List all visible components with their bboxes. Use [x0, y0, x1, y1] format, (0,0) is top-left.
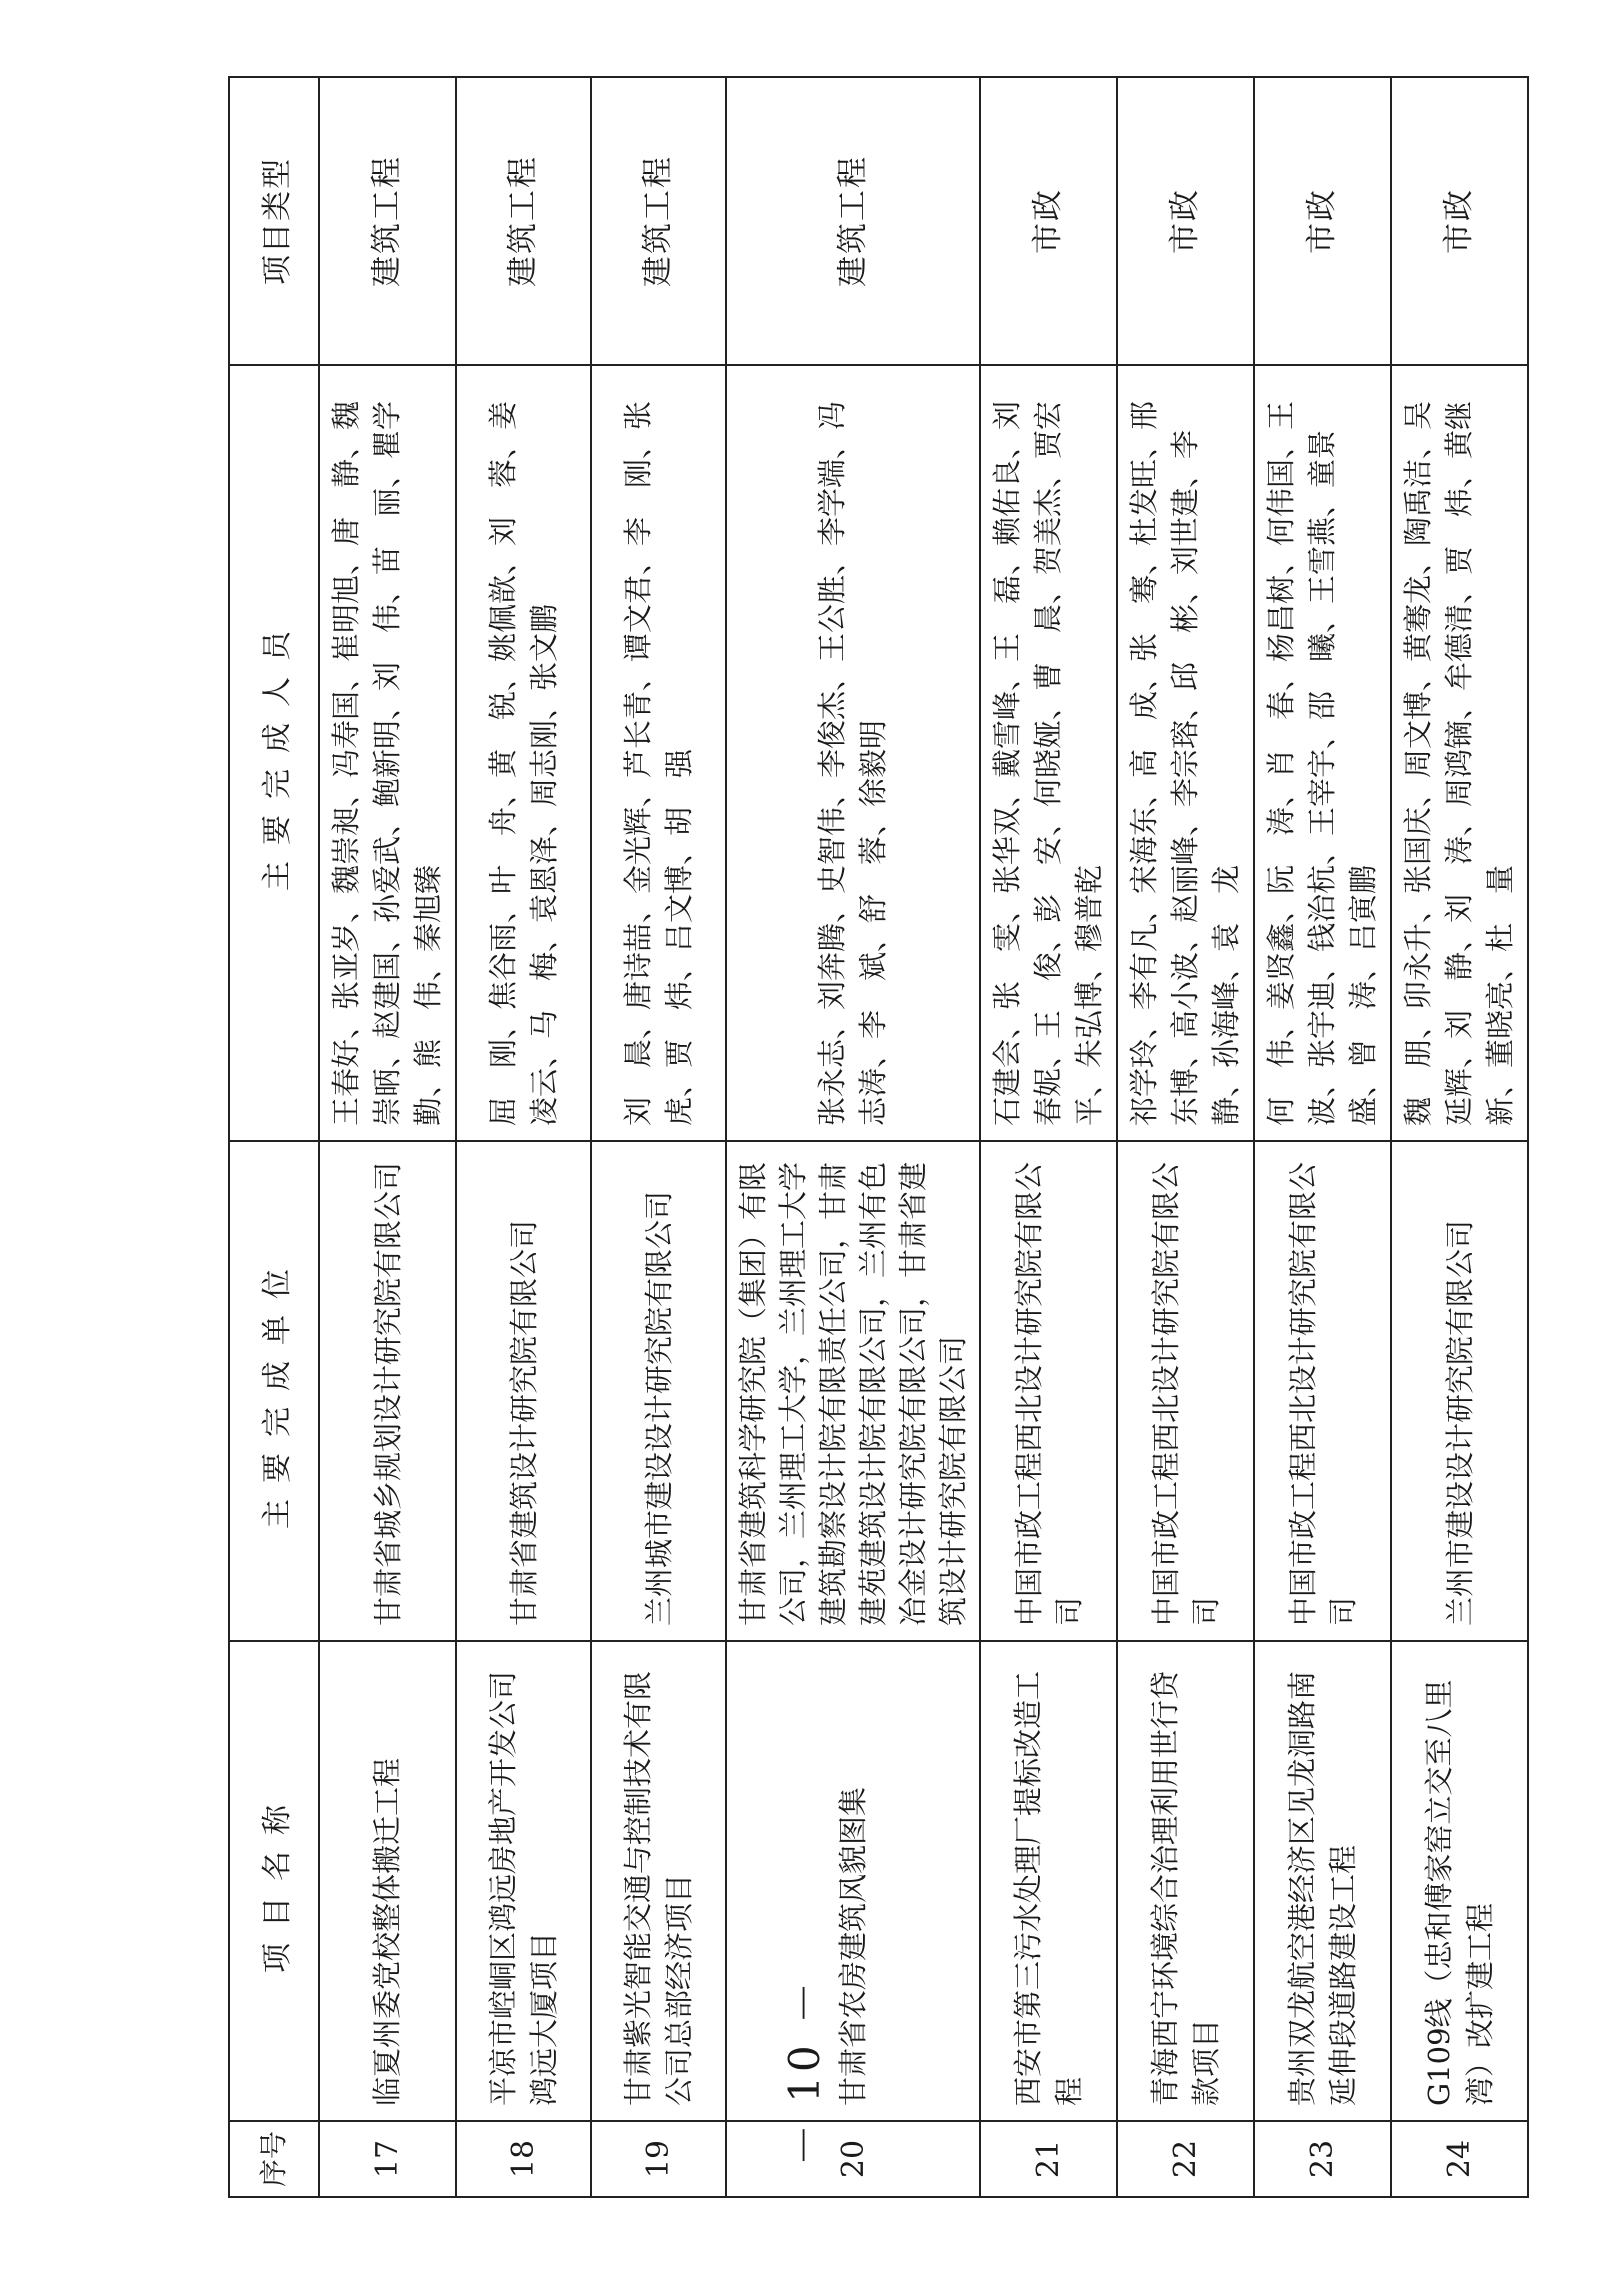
table-row: [1117, 77, 1254, 2197]
row-project-name: 西安市第三污水处理厂提标改造工程: [980, 1641, 1117, 2121]
project-table: [228, 76, 1529, 2198]
row-project-type: 建筑工程: [591, 77, 726, 365]
row-seq: 18: [456, 2121, 591, 2197]
header-members: 主要完成人员: [229, 365, 319, 1141]
row-members: 魏 朋、卯永升、张国庆、周文博、黄骞龙、陶禹洁、吴延辉、刘 静、刘 涛、周鸿镝、牟德清、贾 炜、黄继新、董晓亮、杜 量: [1391, 365, 1528, 1141]
table-row: [591, 77, 726, 2197]
row-project-name: 贵州双龙航空港经济区见龙洞路南延伸段道路建设工程: [1254, 1641, 1391, 2121]
row-seq: 20: [726, 2121, 980, 2197]
row-seq: 17: [319, 2121, 456, 2197]
row-members: 张永志、刘奔腾、史智伟、李俊杰、王公胜、李学端、冯志涛、李 斌、舒 蓉、徐毅明: [726, 365, 980, 1141]
row-project-type: 市政: [980, 77, 1117, 365]
rotated-table-container: [228, 78, 1517, 2198]
row-members: 王春好、张亚岁、魏崇昶、冯寿国、崔明旭、唐 静、魏崇昞、赵建国、孙爱武、鲍新明、刘 伟、苗 丽、瞿学勤、熊 伟、秦旭臻: [319, 365, 456, 1141]
row-members: 何 伟、姜贤鑫、阮 涛、肖 春、杨昌树、何伟国、王 波、张宇迪、钱治杭、王宰宇、邵 曦、王雪燕、童景盛、曾 涛、吕寅鹏: [1254, 365, 1391, 1141]
row-project-name: 临夏州委党校整体搬迁工程: [319, 1641, 456, 2121]
table-row: [726, 77, 980, 2197]
table-header-row: [229, 77, 319, 2197]
row-project-type: 市政: [1254, 77, 1391, 365]
row-project-name: 甘肃省农房建筑风貌图集: [726, 1641, 980, 2121]
row-members: 屈 刚、焦谷雨、叶 舟、黄 锐、姚佩歆、刘 蓉、姜凌云、马 梅、袁恩泽、周志刚、张文鹏: [456, 365, 591, 1141]
row-members: 刘 晨、唐诗喆、金光辉、芦长青、谭文君、李 刚、张 虎、贾 炜、吕文博、胡 强: [591, 365, 726, 1141]
row-project-type: 建筑工程: [456, 77, 591, 365]
row-units: 甘肃省建筑科学研究院（集团）有限公司，兰州理工大学，兰州理工大学建筑勘察设计院有限责任公司，甘肃建苑建筑设计院有限公司，兰州有色冶金设计研究院有限公司，甘肃省建筑设计研究院有限公司: [726, 1141, 980, 1641]
row-members: 石建会、张 雯、张华双、戴雪峰、王 磊、赖佑良、刘春妮、王 俊、彭 安、何晓娅、曹 晨、贺美杰、贾宏平、朱弘博、穆普乾: [980, 365, 1117, 1141]
header-seq: 序号: [229, 2121, 319, 2197]
row-project-name: 平凉市崆峒区鸿远房地产开发公司鸿远大厦项目: [456, 1641, 591, 2121]
table-row: [456, 77, 591, 2197]
row-seq: 24: [1391, 2121, 1528, 2197]
header-project-name: 项目名称: [229, 1641, 319, 2121]
table-row: [980, 77, 1117, 2197]
row-units: 兰州市建设设计研究院有限公司: [1391, 1141, 1528, 1641]
row-units: 甘肃省城乡规划设计研究院有限公司: [319, 1141, 456, 1641]
row-project-type: 市政: [1391, 77, 1528, 365]
table-row: [319, 77, 456, 2197]
row-units: 兰州城市建设设计研究院有限公司: [591, 1141, 726, 1641]
row-project-type: 市政: [1117, 77, 1254, 365]
row-units: 中国市政工程西北设计研究院有限公司: [1254, 1141, 1391, 1641]
row-seq: 22: [1117, 2121, 1254, 2197]
row-units: 中国市政工程西北设计研究院有限公司: [1117, 1141, 1254, 1641]
row-project-type: 建筑工程: [726, 77, 980, 365]
table-row: [1391, 77, 1528, 2197]
page-number: [752, 1977, 852, 2167]
row-project-name: 甘肃紫光智能交通与控制技术有限公司总部经济项目: [591, 1641, 726, 2121]
header-project-type: 项目类型: [229, 77, 319, 365]
row-seq: 21: [980, 2121, 1117, 2197]
header-units: 主要完成单位: [229, 1141, 319, 1641]
row-seq: 19: [591, 2121, 726, 2197]
table-row: [1254, 77, 1391, 2197]
row-seq: 23: [1254, 2121, 1391, 2197]
row-members: 祁学玲、李有凡、宋海东、高 成、张 骞、杜发旺、邢东博、高小波、赵丽峰、李宗瑢、邱 彬、刘世建、李 静、孙海峰、袁 龙: [1117, 365, 1254, 1141]
page-number-text: － 10 －: [780, 1977, 829, 2167]
row-units: 中国市政工程西北设计研究院有限公司: [980, 1141, 1117, 1641]
row-project-name: G109线（忠和傅家窑立交至八里湾）改扩建工程: [1391, 1641, 1528, 2121]
row-units: 甘肃省建筑设计研究院有限公司: [456, 1141, 591, 1641]
row-project-type: 建筑工程: [319, 77, 456, 365]
row-project-name: 青海西宁环境综合治理利用世行贷款项目: [1117, 1641, 1254, 2121]
